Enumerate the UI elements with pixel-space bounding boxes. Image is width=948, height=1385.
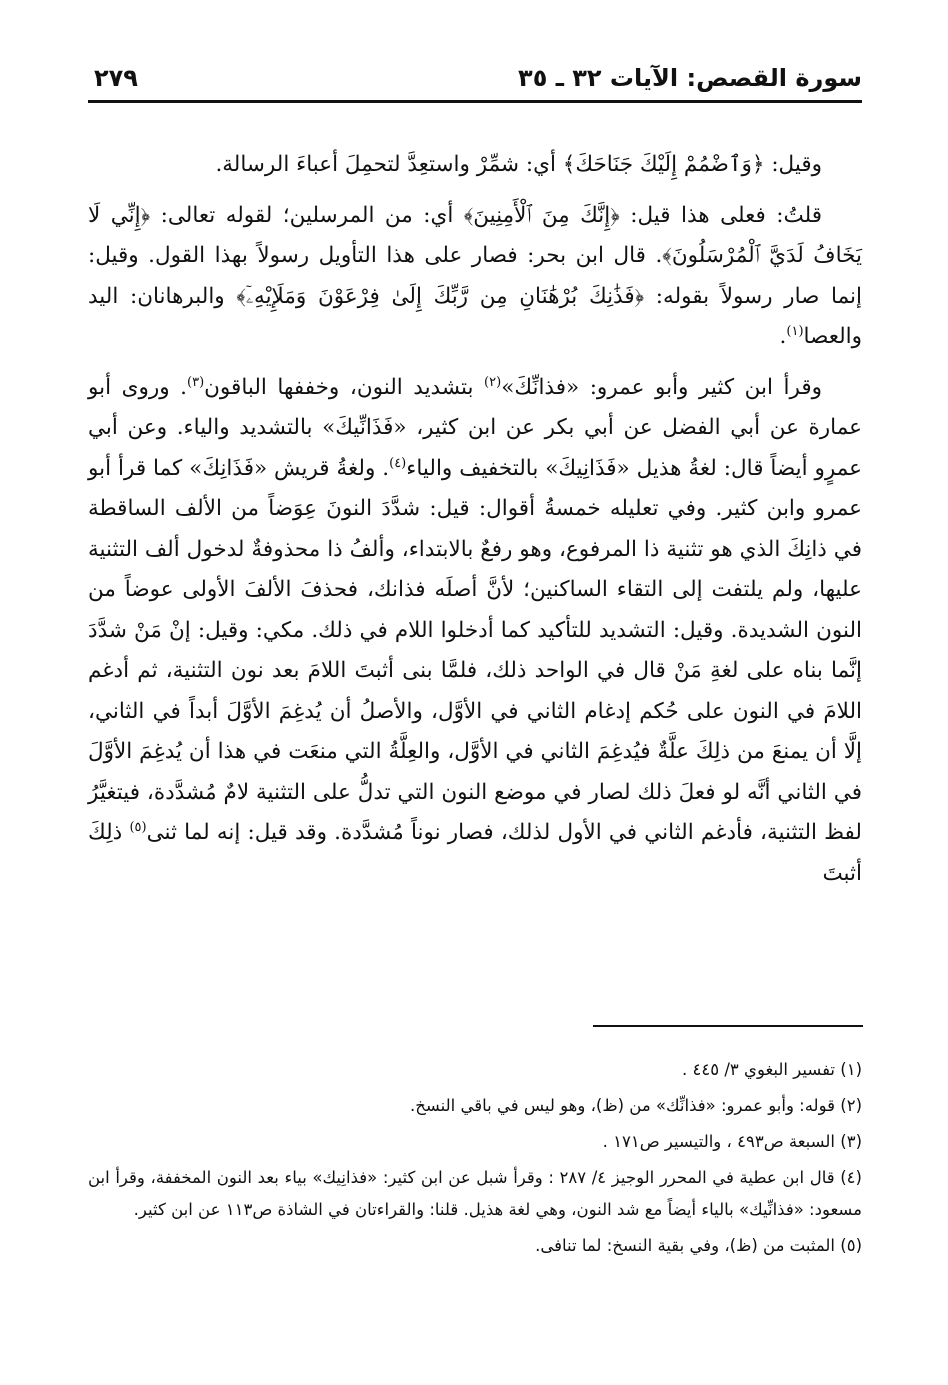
footnote-ref: (١) xyxy=(786,323,804,339)
text-run: أي: شمِّرْ واستعِدَّ لتحمِلَ أعباءَ الرسالة. xyxy=(215,152,563,177)
quran-verse: ﴿وَٱضْمُمْ إِلَيْكَ جَنَاحَكَ﴾ xyxy=(562,152,765,177)
footnote: (٣) السبعة ص٤٩٣ ، والتيسير ص١٧١ . xyxy=(602,1132,862,1151)
text-run: . وروى أبو عمارة عن أبي الفضل عن أبي بكر عن ابن كثير، «فَذَانِّيكَ» بالتشديد والياء. وعن أبي عمرٍو أيضاً قال: لغةُ هذيل «فَذَانِيكَ» بالتخفيف والياء xyxy=(88,374,862,481)
text-run: بتشديد النون، وخففها الباقون xyxy=(204,374,485,400)
quran-verse: ﴿فَذَٰنِكَ بُرْهَٰنَانِ مِن رَّبِّكَ إِلَىٰ فِرْعَوْنَ وَمَلَإِيْهِۦٓ﴾ xyxy=(236,283,645,309)
footnote-separator xyxy=(593,1025,863,1027)
footnote-ref: (٣) xyxy=(187,374,205,390)
quran-verse: ﴿إِنِّي لَا يَخَافُ لَدَيَّ ٱلْمُرْسَلُونَ﴾ xyxy=(88,202,863,268)
text-run: ذلِكَ أثبتَ xyxy=(88,820,862,886)
text-run: أي: من المرسلين؛ لقوله تعالى: xyxy=(150,202,464,228)
footnote-ref: (٥) xyxy=(129,819,147,835)
running-title: سورة القصص: الآيات ٣٢ ـ ٣٥ xyxy=(518,64,862,92)
paragraph-2 xyxy=(88,196,862,358)
text-run: قلتُ: فعلى هذا قيل: xyxy=(619,202,822,228)
text-run: . xyxy=(779,324,787,349)
text-run: والبرهانان: اليد والعصا xyxy=(88,283,862,349)
page-number: ٢٧٩ xyxy=(94,64,138,92)
text-run: . ولغةُ قريش «فَذَانِكَ» كما قرأ أبو عمرو وابن كثير. وفي تعليله خمسةُ أقوال: قيل: شدَّدَ النونَ عِوَضاً من الألف الساقطة في ذانِكَ الذي هو تثنية ذا المرفوع، وهو رفعٌ بالابتداء، وألفُ ذا محذوفةٌ لدخول ألف التثنية عليها، ولم يلتفت إلى التقاء الساكنين؛ لأنَّ أصلَه فذانك، فحذفَ الألفَ الأولى عوضاً من النون الشديدة. وقيل: التشديد للتأكيد كما أدخلوا اللام في ذلك. مكي: وقيل: إنْ مَنْ شدَّدَ إنَّما بناه على لغةِ مَنْ قال في الواحد ذلك، فلمَّا بنى أثبتَ اللامَ بعد نون التثنية، ثم أدغم اللامَ في النون على حُكم إدغام الثاني في الأوَّل، والأصلُ أن يُدغِمَ الأوَّلَ أبداً في الثاني، إلَّا أن يمنعَ من ذلِكَ علَّةٌ فيُدغِمَ الثاني في الأوَّل، والعِلَّةُ التي منعَت في هذا أن يُدغِمَ الأوَّلَ في الثاني أنَّه لو فعلَ ذلك لصار في موضع النون التي تدلُّ على التثنية لامٌ مُشدَّدة، فيتغيَّرُ لفظ التثنية، فأدغم الثاني في الأول لذلك، فصار نوناً مُشدَّدة. وقد قيل: إنه لما ثنى xyxy=(88,455,863,845)
text-run: . قال ابن بحر: فصار على هذا التأويل رسولاً بهذا القول. وقيل: إنما صار رسولاً بقوله: xyxy=(88,243,862,309)
paragraph-1 xyxy=(88,145,862,186)
text-run: وقيل: xyxy=(764,152,822,177)
text-run: وقرأ ابن كثير وأبو عمرو: «فذانِّكَ» xyxy=(501,374,823,400)
footnote: (٤) قال ابن عطية في المحرر الوجيز ٤/ ٢٨٧ : وقرأ شبل عن ابن كثير: «فذانِيك» بياء بعد النون المخففة، وقرأ ابن مسعود: «فذانِّيك» بالياء أيضاً مع شد النون، وهي لغة هذيل. قلنا: والقراءتان في الشاذة ص١١٣ عن ابن كثير. xyxy=(88,1168,862,1219)
footnote: (٥) المثبت من (ظ)، وفي بقية النسخ: لما تنافى. xyxy=(535,1236,862,1255)
paragraph-3 xyxy=(88,368,862,895)
running-header xyxy=(88,60,862,103)
main-text xyxy=(88,145,862,894)
quran-verse: ﴿إِنَّكَ مِنَ ٱلْأَمِنِينَ﴾ xyxy=(463,202,620,228)
footnotes xyxy=(88,1054,862,1266)
footnote-ref: (٢) xyxy=(484,374,502,390)
footnote: (٢) قوله: وأبو عمرو: «فذانِّك» من (ظ)، وهو ليس في باقي النسخ. xyxy=(410,1096,862,1115)
footnote: (١) تفسير البغوي ٣/ ٤٤٥ . xyxy=(682,1060,862,1079)
footnote-ref: (٤) xyxy=(389,455,407,471)
